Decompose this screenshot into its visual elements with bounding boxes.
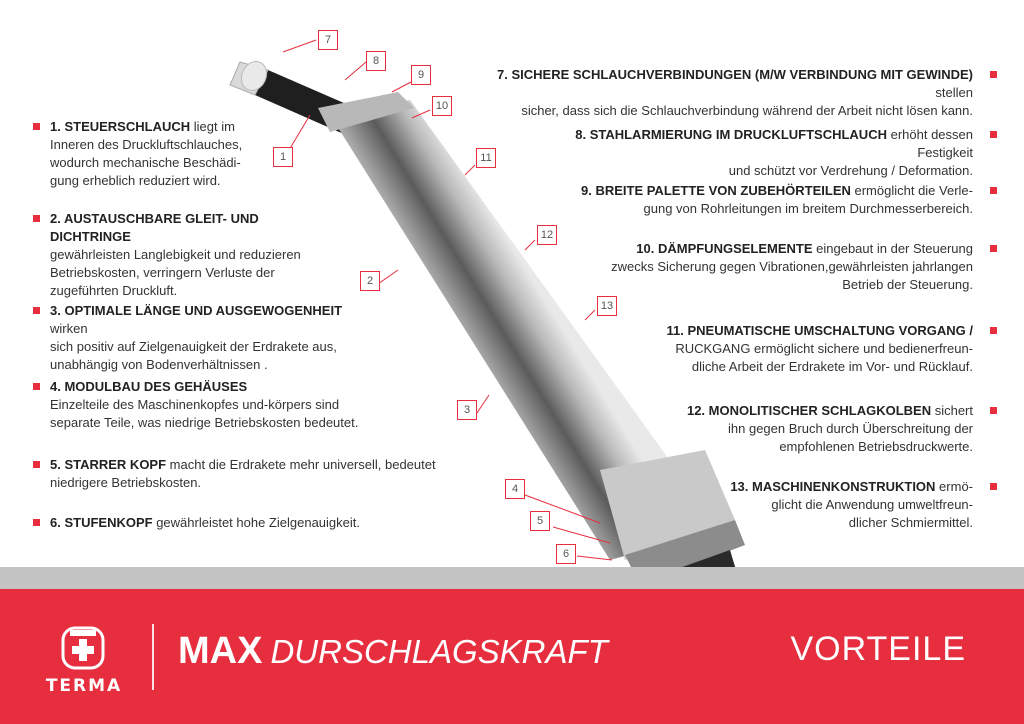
feature-heading: 12. MONOLITISCHER SCHLAGKOLBEN [686,403,932,418]
feature-12: 12. MONOLITISCHER SCHLAGKOLBEN sichert ihn gegen Bruch durch Überschreitung der empfohlenen Betriebsdruckwerte. [660,402,973,456]
bullet-icon [33,215,40,222]
feature-7: 7. SICHERE SCHLAUCHVERBINDUNGEN (M/W VERBINDUNG MIT GEWINDE) stellen sicher, dass sich die Schlauchverbindung während der Arbeit nicht lösen kann. [470,66,973,120]
title-strong: MAX [178,630,263,672]
bullet-icon [990,245,997,252]
logo-wordmark: TERMA [45,676,123,696]
callout-5: 5 [530,511,550,531]
feature-heading: 11. PNEUMATISCHE UMSCHALTUNG VORGANG / [666,323,973,338]
feature-8: 8. STAHLARMIERUNG IM DRUCKLUFTSCHLAUCH erhöht dessen Festigkeit und schützt vor Verdrehung / Deformation. [520,126,973,180]
bullet-icon [990,131,997,138]
feature-heading: 2. AUSTAUSCHBARE GLEIT- UND DICHTRINGE [50,211,259,244]
bullet-icon [990,187,997,194]
feature-6: 6. STUFENKOPF gewährleistet hohe Zielgenauigkeit. [50,514,380,532]
feature-9: 9. BREITE PALETTE VON ZUBEHÖRTEILEN ermöglicht die Verle- gung von Rohrleitungen im breitem Durchmesserbereich. [560,182,973,218]
feature-heading: 6. STUFENKOPF [50,515,153,530]
bullet-icon [990,483,997,490]
feature-heading: 10. DÄMPFUNGSELEMENTE [636,241,813,256]
callout-13: 13 [597,296,617,316]
bullet-icon [33,383,40,390]
feature-heading: 1. STEUERSCHLAUCH [50,119,191,134]
feature-heading: 13. MASCHINENKONSTRUKTION [730,479,936,494]
feature-13: 13. MASCHINENKONSTRUKTION ermö- glicht die Anwendung umweltfreun- dlicher Schmiermittel. [700,478,973,532]
feature-heading: 9. BREITE PALETTE VON ZUBEHÖRTEILEN [580,183,851,198]
callout-1: 1 [273,147,293,167]
feature-heading: 5. STARRER KOPF [50,457,167,472]
tagline: VORTEILE [790,630,966,668]
bullet-icon [33,519,40,526]
bullet-icon [990,71,997,78]
feature-2: 2. AUSTAUSCHBARE GLEIT- UND DICHTRINGE gewährleisten Langlebigkeit und reduzieren Betriebskosten, verringern Verluste der zugeführten Druckluft. [50,210,340,300]
feature-3: 3. OPTIMALE LÄNGE UND AUSGEWOGENHEIT wirken sich positiv auf Zielgenauigkeit der Erdrakete aus, unabhängig von Bodenverhältnissen . [50,302,370,374]
bullet-icon [990,407,997,414]
feature-heading: 3. OPTIMALE LÄNGE UND AUSGEWOGENHEIT [50,303,343,318]
product-title [178,630,608,673]
feature-heading: 8. STAHLARMIERUNG IM DRUCKLUFTSCHLAUCH [575,127,887,142]
feature-11: 11. PNEUMATISCHE UMSCHALTUNG VORGANG / RUCKGANG ermöglicht sichere und bedienerfreun- dliche Arbeit der Erdrakete im Vor- und Rücklauf. [640,322,973,376]
callout-8: 8 [366,51,386,71]
callout-3: 3 [457,400,477,420]
feature-4: 4. MODULBAU DES GEHÄUSES Einzelteile des Maschinenkopfes und-körpers sind separate Teile, was niedrige Betriebskosten bedeutet. [50,378,380,432]
feature-heading: 4. MODULBAU DES GEHÄUSES [50,379,248,394]
callout-2: 2 [360,271,380,291]
callout-6: 6 [556,544,576,564]
bullet-icon [33,123,40,130]
terma-logo-icon [60,625,106,671]
footer-divider [152,624,154,690]
callout-9: 9 [411,65,431,85]
feature-heading: 7. SICHERE SCHLAUCHVERBINDUNGEN (M/W VERBINDUNG MIT GEWINDE) [497,67,973,82]
bullet-icon [990,327,997,334]
feature-10: 10. DÄMPFUNGSELEMENTE eingebaut in der Steuerung zwecks Sicherung gegen Vibrationen,gewährleisten jahrlangen Betrieb der Steuerung. [580,240,973,294]
feature-5: 5. STARRER KOPF macht die Erdrakete mehr universell, bedeutet niedrigere Betriebskosten. [50,456,440,492]
callout-10: 10 [432,96,452,116]
feature-1: 1. STEUERSCHLAUCH liegt im Inneren des Druckluftschlauches, wodurch mechanische Beschädi- gung erheblich reduziert wird. [50,118,295,190]
callout-4: 4 [505,479,525,499]
callout-11: 11 [476,148,496,168]
bullet-icon [33,307,40,314]
callout-7: 7 [318,30,338,50]
title-italic: DURSCHLAGSKRAFT [270,633,608,670]
bullet-icon [33,461,40,468]
callout-12: 12 [537,225,557,245]
ground-strip [0,567,1024,589]
